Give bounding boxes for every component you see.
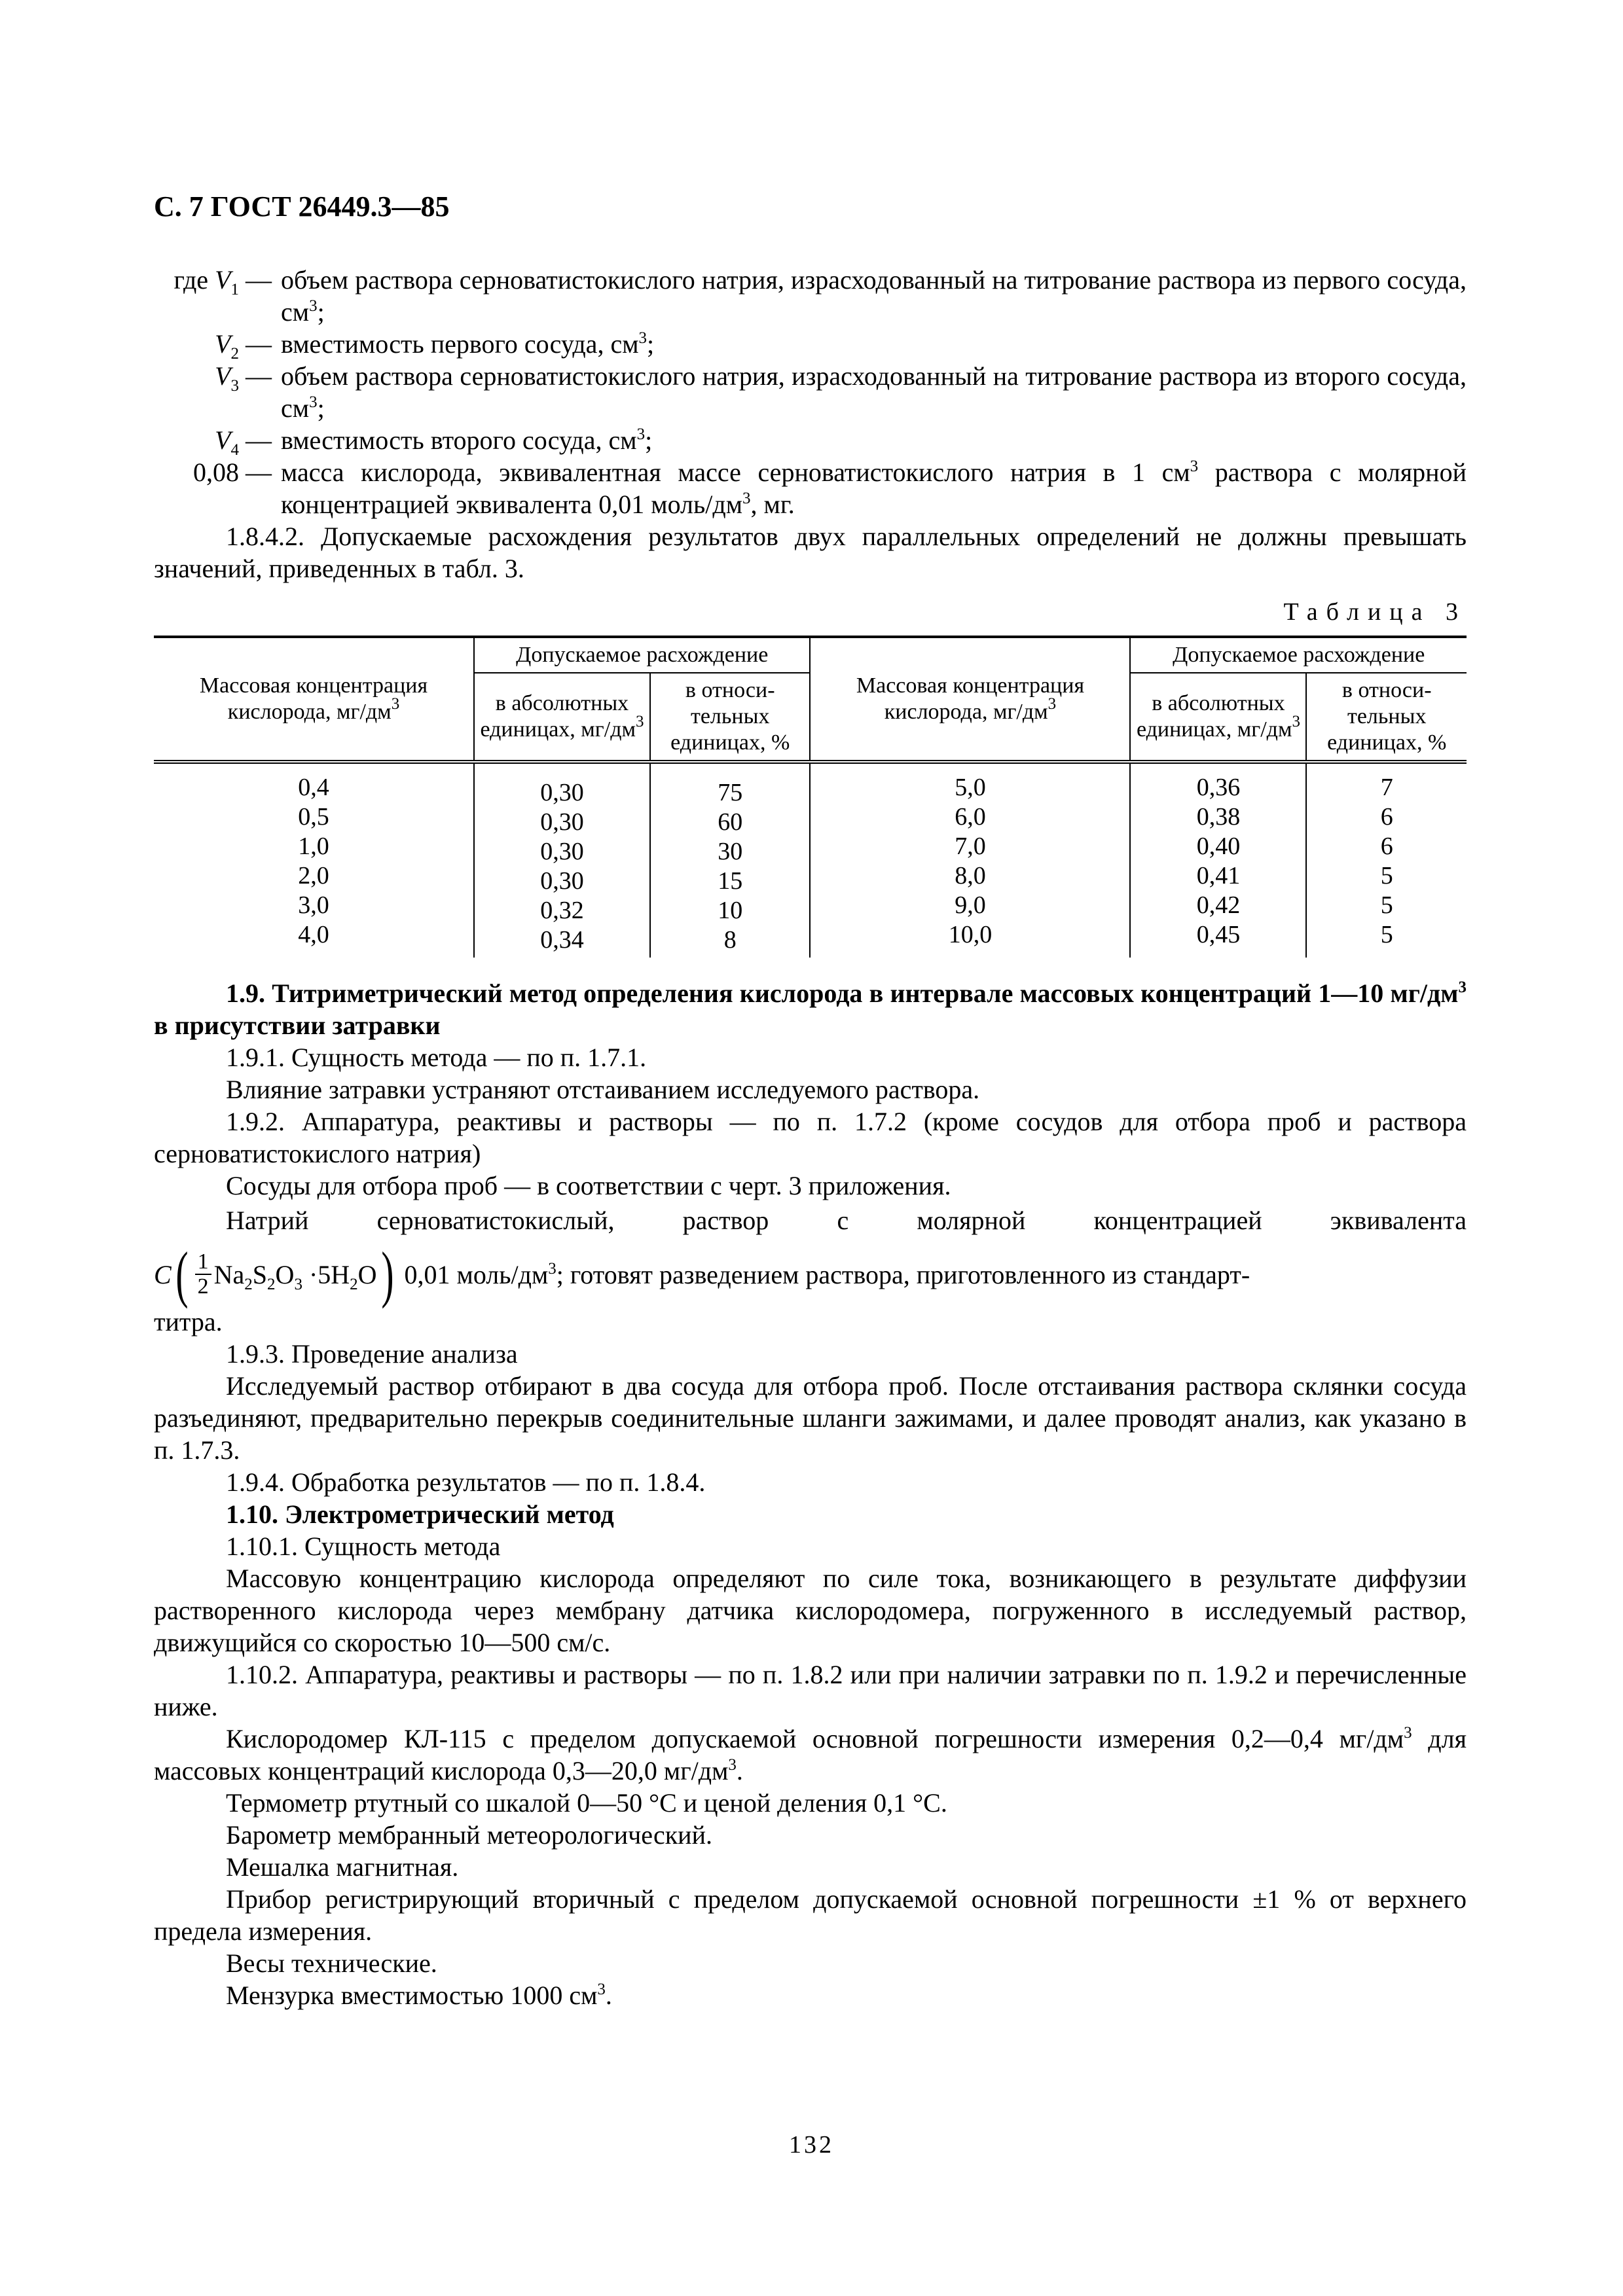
- cell: 0,41: [1196, 862, 1241, 889]
- cell: 10: [718, 897, 743, 924]
- paragraph-recorder: Прибор регистрирующий вторичный с пределом допускаемой основной погрешности ±1 % от верхнего предела измерения.: [154, 1884, 1467, 1946]
- chemical-formula: [214, 1259, 377, 1291]
- term-v3: [154, 360, 281, 424]
- cell: 4,0: [298, 921, 329, 948]
- superscript: 3: [636, 713, 644, 730]
- cell: 3,0: [298, 891, 329, 919]
- superscript: 3: [1292, 713, 1300, 730]
- superscript: 3: [1458, 978, 1467, 996]
- cell: 0,42: [1196, 891, 1241, 919]
- cell: 0,30: [540, 779, 584, 806]
- cell: 30: [718, 838, 743, 865]
- superscript: 3: [1048, 695, 1057, 713]
- cell: 0,30: [540, 838, 584, 865]
- definition-008: [154, 456, 1467, 520]
- col-abs-left: [474, 762, 650, 958]
- superscript: 3: [548, 1259, 556, 1278]
- dash: —: [246, 425, 272, 455]
- chem-water: ·5H: [302, 1259, 350, 1289]
- desc-text: объем раствора серноватистокислого натрия, израсходованный на титрование раствора из второго сосуда, см: [281, 361, 1467, 423]
- header-absolute-left: [474, 673, 650, 762]
- cell: 8: [723, 926, 737, 954]
- cell: 0,40: [1196, 833, 1241, 860]
- desc-punct: ;: [647, 329, 655, 359]
- denominator: 2: [197, 1274, 209, 1299]
- header-allowed-right: Допускаемое расхождение: [1130, 637, 1467, 673]
- document-page: [154, 190, 1467, 2011]
- desc-text: масса кислорода, эквивалентная массе серноватистокислого натрия в 1 см: [281, 457, 1190, 487]
- page-number: 132: [789, 2131, 834, 2159]
- definition-v2: [154, 328, 1467, 363]
- chem-water-o: O: [357, 1259, 377, 1289]
- definition-v3: [154, 360, 1467, 424]
- chem-sub: 2: [267, 1275, 276, 1293]
- cell: 15: [718, 867, 743, 895]
- paragraph-oxygen-meter: [154, 1723, 1467, 1787]
- formula-rest: [405, 1259, 1250, 1291]
- numerator: 1: [195, 1250, 211, 1275]
- superscript: 3: [636, 425, 646, 443]
- formula-text: 0,01 моль/дм: [404, 1259, 549, 1289]
- variable-definitions: [154, 264, 1467, 520]
- running-header: С. 7 ГОСТ 26449.3—85: [154, 190, 450, 223]
- var-symbol: V: [215, 329, 231, 359]
- paragraph-1-9-1: 1.9.1. Сущность метода — по п. 1.7.1.: [226, 1043, 647, 1072]
- cell: 0,30: [540, 808, 584, 836]
- header-relative-right: в относи-тельных единицах, %: [1306, 673, 1467, 762]
- para-text: .: [605, 1981, 612, 2010]
- desc-text: раствора с молярной концентрацией эквивалента 0,01 моль/дм: [281, 457, 1467, 519]
- var-subscript: 2: [230, 345, 239, 363]
- cell: 0,5: [298, 803, 329, 831]
- cell: 0,38: [1196, 803, 1241, 831]
- cell: 2,0: [298, 862, 329, 889]
- paragraph-1-9-2: 1.9.2. Аппаратура, реактивы и растворы — по п. 1.7.2 (кроме сосудов для отбора проб и раствора серноватистокислого натрия): [154, 1107, 1467, 1168]
- desc-text: объем раствора серноватистокислого натрия, израсходованный на титрование раствора из первого сосуда, см: [281, 265, 1467, 327]
- cell: 5,0: [955, 774, 986, 801]
- paragraph-1-8-4-2: 1.8.4.2. Допускаемые расхождения результатов двух параллельных определений не должны превышать значений, приведенных в табл. 3.: [154, 522, 1467, 583]
- header-allowed-left: Допускаемое расхождение: [474, 637, 810, 673]
- desc-v4: [281, 424, 1467, 456]
- cell: 60: [718, 808, 743, 836]
- col-rel-right: [1306, 762, 1467, 958]
- col-abs-right: [1130, 762, 1306, 958]
- cell: 0,4: [298, 774, 329, 801]
- paragraph-1-9-4: 1.9.4. Обработка результатов — по п. 1.8.4.: [226, 1467, 706, 1497]
- superscript: 3: [309, 297, 318, 315]
- header-absolute-right: [1130, 673, 1306, 762]
- chem-sub: 2: [244, 1275, 253, 1293]
- cell: 10,0: [948, 921, 993, 948]
- term-v1: [154, 264, 281, 328]
- formula-c: C: [154, 1259, 172, 1289]
- cell: 5: [1380, 921, 1393, 948]
- cell: 0,34: [540, 926, 584, 954]
- cell: 0,36: [1196, 774, 1241, 801]
- desc-punct: ;: [645, 425, 653, 455]
- var-subscript: 4: [230, 441, 239, 459]
- header-text: Массовая концентрация кислорода, мг/дм: [199, 673, 428, 724]
- term-v4: [154, 424, 281, 459]
- cell: 7: [1380, 774, 1393, 801]
- header-concentration-right: [810, 637, 1130, 762]
- paragraph-1-10-2: 1.10.2. Аппаратура, реактивы и растворы — по п. 1.8.2 или при наличии затравки по п. 1.9.2 и перечисленные ниже.: [154, 1660, 1467, 1721]
- cell: 6: [1380, 833, 1393, 860]
- var-subscript: 1: [230, 281, 239, 298]
- header-text: в абсолютных единицах, мг/дм: [480, 691, 636, 742]
- fraction: [195, 1250, 211, 1299]
- para-text: для массовых концентраций кислорода 0,3—20,0 мг/дм: [154, 1724, 1467, 1785]
- chem-s: S: [252, 1259, 268, 1289]
- superscript: 3: [391, 695, 400, 713]
- cell: 5: [1380, 862, 1393, 889]
- paragraph-1-9-2c: Натрий серноватистокислый, раствор с молярной концентрацией эквивалента: [226, 1206, 1467, 1235]
- cell: 6: [1380, 803, 1393, 831]
- desc-v1: [281, 264, 1467, 328]
- header-text: в абсолютных единицах, мг/дм: [1136, 691, 1292, 742]
- cell: 75: [718, 779, 743, 806]
- superscript: 3: [1404, 1724, 1412, 1742]
- chem-o: O: [275, 1259, 295, 1289]
- header-concentration-left: [154, 637, 474, 762]
- cell: 8,0: [955, 862, 986, 889]
- superscript: 3: [742, 490, 751, 507]
- superscript: 3: [597, 1981, 606, 1998]
- para-text: Кислородомер КЛ-115 с пределом допускаемой основной погрешности измерения 0,2—0,4 мг/дм: [226, 1724, 1404, 1753]
- table-data-row: [154, 762, 1467, 958]
- superscript: 3: [728, 1756, 737, 1774]
- dash: —: [246, 361, 272, 391]
- dash: —: [246, 265, 272, 295]
- term-008: 0,08 —: [193, 457, 272, 487]
- cell: 0,30: [540, 867, 584, 895]
- paragraph-1-9-3: 1.9.3. Проведение анализа: [226, 1339, 518, 1369]
- table-caption: Таблица 3: [1283, 598, 1467, 626]
- cell: 5: [1380, 891, 1393, 919]
- desc-text: , мг.: [750, 490, 795, 519]
- section-1-9-title: [154, 977, 1467, 1041]
- paragraph-1-9-1b: Влияние затравки устраняют отстаиванием исследуемого раствора.: [226, 1075, 980, 1104]
- paragraph-titra: титра.: [154, 1307, 223, 1336]
- desc-punct: ;: [317, 297, 325, 327]
- chem-sub: 3: [294, 1275, 302, 1293]
- title-text: в присутствии затравки: [154, 1011, 441, 1040]
- chem-sub: 2: [350, 1275, 358, 1293]
- dash: —: [246, 329, 272, 359]
- definition-v4: [154, 424, 1467, 459]
- paragraph-scales: Весы технические.: [226, 1948, 437, 1978]
- formula-line: [154, 1239, 1467, 1309]
- superscript: 3: [309, 393, 318, 411]
- right-paren: ): [380, 1239, 394, 1309]
- definition-v1: [154, 264, 1467, 328]
- var-symbol: V: [215, 265, 231, 295]
- paragraph-1-9-2b: Сосуды для отбора проб — в соответствии с черт. 3 приложения.: [226, 1171, 951, 1200]
- term-prefix: где: [173, 265, 215, 295]
- cell: 9,0: [955, 891, 986, 919]
- desc-v2: [281, 328, 1467, 360]
- desc-punct: ;: [317, 393, 325, 423]
- desc-text: вместимость первого сосуда, см: [281, 329, 639, 359]
- header-relative-left: в относи-тельных единицах, %: [650, 673, 811, 762]
- desc-text: вместимость второго сосуда, см: [281, 425, 637, 455]
- var-symbol: V: [215, 361, 231, 391]
- para-text: .: [736, 1756, 743, 1785]
- cell: 6,0: [955, 803, 986, 831]
- col-rel-left: [650, 762, 811, 958]
- paragraph-mixer: Мешалка магнитная.: [226, 1852, 459, 1882]
- desc-008: [281, 456, 1467, 520]
- paragraph-thermometer: Термометр ртутный со шкалой 0—50 °С и ценой деления 0,1 °С.: [226, 1788, 947, 1818]
- desc-v3: [281, 360, 1467, 424]
- table-3: [154, 636, 1467, 958]
- superscript: 3: [1190, 457, 1199, 475]
- formula-text: ; готовят разведением раствора, приготовленного из стандарт-: [556, 1259, 1250, 1289]
- var-symbol: V: [215, 425, 231, 455]
- col-conc-left: [154, 762, 474, 958]
- title-text: 1.9. Титриметрический метод определения кислорода в интервале массовых концентраций 1—10 мг/дм: [226, 978, 1459, 1008]
- cell: 7,0: [955, 833, 986, 860]
- header-text: Массовая концентрация кислорода, мг/дм: [856, 673, 1085, 724]
- paragraph-barometer: Барометр мембранный метеорологический.: [226, 1820, 712, 1850]
- cell: 0,32: [540, 897, 584, 924]
- var-subscript: 3: [230, 377, 239, 395]
- paragraph-1-9-3b: Исследуемый раствор отбирают в два сосуда для отбора проб. После отстаивания раствора склянки сосуда разъединяют, предварительно перекрыв соединительные шланги зажимами, и далее проводят анализ, как указано в п. 1.7.3.: [154, 1371, 1467, 1465]
- left-paren: (: [175, 1239, 189, 1309]
- superscript: 3: [638, 329, 647, 347]
- col-conc-right: [810, 762, 1130, 958]
- paragraph-cylinder: [154, 1979, 1467, 2011]
- term-v2: [154, 328, 281, 363]
- paragraph-1-10-1b: Массовую концентрацию кислорода определяют по силе тока, возникающего в результате диффузии растворенного кислорода через мембрану датчика кислородомера, погруженного в исследуемый раствор, движущийся со скоростью 10—500 см/с.: [154, 1564, 1467, 1657]
- section-1-10-title: 1.10. Электрометрический метод: [226, 1499, 614, 1529]
- cell: 0,45: [1196, 921, 1241, 948]
- paragraph-1-10-1: 1.10.1. Сущность метода: [226, 1532, 501, 1561]
- cell: 1,0: [298, 833, 329, 860]
- para-text: Мензурка вместимостью 1000 см: [226, 1981, 598, 2010]
- chem-na: Na: [213, 1259, 245, 1289]
